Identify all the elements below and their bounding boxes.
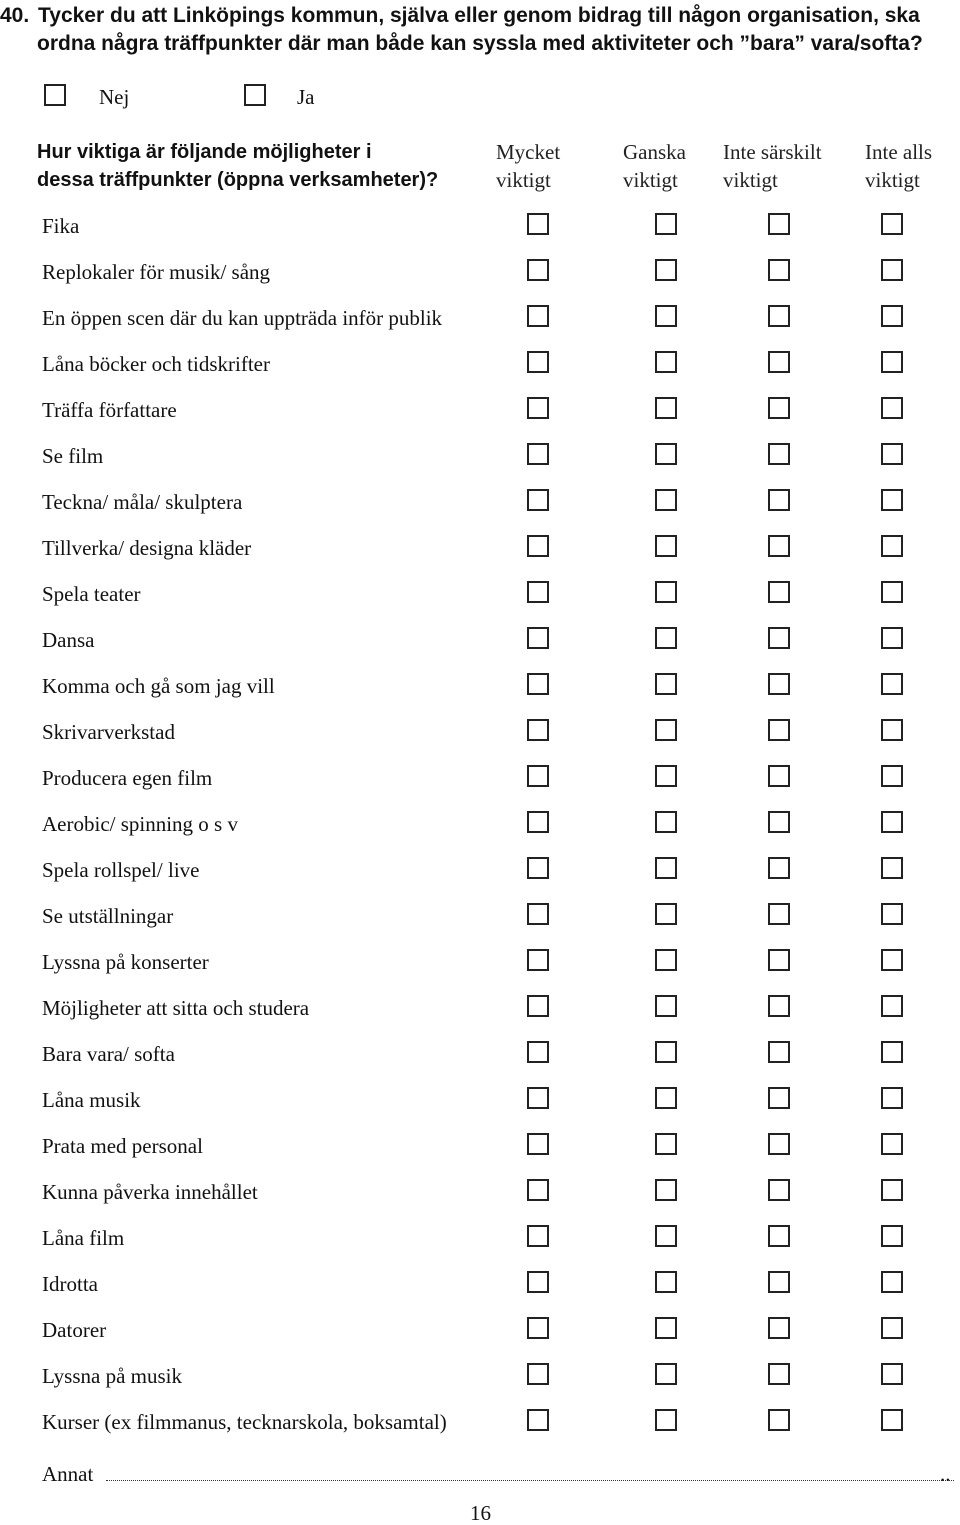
column-header-inte-alls-viktigt [865, 138, 932, 194]
row-label: Aerobic/ spinning o s v [42, 812, 238, 836]
rating-checkbox-col-3[interactable] [768, 903, 790, 925]
question-line-2: ordna några träffpunkter där man både kan syssla med aktiviteter och ”bara” vara/softa? [37, 32, 923, 55]
rating-checkbox-col-2[interactable] [655, 489, 677, 511]
rating-checkbox-col-3[interactable] [768, 949, 790, 971]
rating-checkbox-col-4[interactable] [881, 1409, 903, 1431]
rating-checkbox-col-4[interactable] [881, 627, 903, 649]
rating-checkbox-col-2[interactable] [655, 1133, 677, 1155]
rating-checkbox-col-1[interactable] [527, 1225, 549, 1247]
rating-checkbox-col-4[interactable] [881, 995, 903, 1017]
rating-checkbox-col-2[interactable] [655, 1409, 677, 1431]
rating-checkbox-col-1[interactable] [527, 995, 549, 1017]
question-text-1: Tycker du att Linköpings kommun, själva eller genom bidrag till någon organisation, ska [38, 4, 920, 27]
rating-checkbox-col-3[interactable] [768, 1317, 790, 1339]
rating-checkbox-col-2[interactable] [655, 1225, 677, 1247]
other-label: Annat [42, 1462, 94, 1486]
rating-checkbox-col-1[interactable] [527, 1133, 549, 1155]
row-label: Spela rollspel/ live [42, 858, 200, 882]
row-label: Komma och gå som jag vill [42, 674, 275, 698]
rating-checkbox-col-3[interactable] [768, 443, 790, 465]
rating-checkbox-col-4[interactable] [881, 949, 903, 971]
row-label: Skrivarverkstad [42, 720, 175, 744]
rating-checkbox-col-3[interactable] [768, 259, 790, 281]
rating-checkbox-col-4[interactable] [881, 443, 903, 465]
rating-checkbox-col-1[interactable] [527, 213, 549, 235]
rating-checkbox-col-2[interactable] [655, 1087, 677, 1109]
rating-checkbox-col-1[interactable] [527, 1363, 549, 1385]
rating-checkbox-col-4[interactable] [881, 259, 903, 281]
rating-checkbox-col-3[interactable] [768, 213, 790, 235]
rating-checkbox-col-2[interactable] [655, 305, 677, 327]
row-label: Dansa [42, 628, 95, 652]
rating-checkbox-col-2[interactable] [655, 213, 677, 235]
column-header-mycket-viktigt [496, 138, 560, 194]
rating-checkbox-col-3[interactable] [768, 581, 790, 603]
rating-checkbox-col-2[interactable] [655, 811, 677, 833]
rating-checkbox-col-4[interactable] [881, 351, 903, 373]
rating-checkbox-col-4[interactable] [881, 1225, 903, 1247]
column-header-line-1: Inte särskilt [723, 140, 822, 164]
column-header-ganska-viktigt [623, 138, 686, 194]
rating-checkbox-col-4[interactable] [881, 719, 903, 741]
option-ja-label: Ja [297, 85, 315, 109]
rating-checkbox-col-3[interactable] [768, 857, 790, 879]
rating-checkbox-col-3[interactable] [768, 1363, 790, 1385]
rating-checkbox-col-1[interactable] [527, 489, 549, 511]
other-fill-tail: .. [940, 1462, 951, 1486]
rating-checkbox-col-1[interactable] [527, 673, 549, 695]
subquestion-line-1: Hur viktiga är följande möjligheter i [37, 141, 372, 163]
row-label: Datorer [42, 1318, 107, 1342]
rating-checkbox-col-3[interactable] [768, 1041, 790, 1063]
option-ja-checkbox[interactable] [244, 84, 266, 106]
page-number: 16 [470, 1501, 491, 1525]
rating-checkbox-col-3[interactable] [768, 305, 790, 327]
rating-checkbox-col-1[interactable] [527, 397, 549, 419]
rating-checkbox-col-3[interactable] [768, 673, 790, 695]
row-label: Spela teater [42, 582, 141, 606]
rating-checkbox-col-1[interactable] [527, 351, 549, 373]
rating-checkbox-col-4[interactable] [881, 489, 903, 511]
rating-checkbox-col-4[interactable] [881, 1041, 903, 1063]
rating-checkbox-col-3[interactable] [768, 351, 790, 373]
row-label: Se film [42, 444, 104, 468]
row-label: Teckna/ måla/ skulptera [42, 490, 243, 514]
rating-checkbox-col-2[interactable] [655, 351, 677, 373]
rating-checkbox-col-1[interactable] [527, 627, 549, 649]
column-header-line-1: Mycket [496, 140, 561, 164]
row-label: Låna film [42, 1226, 125, 1250]
rating-checkbox-col-2[interactable] [655, 443, 677, 465]
row-label: Lyssna på musik [42, 1364, 182, 1388]
row-label: Låna böcker och tidskrifter [42, 352, 270, 376]
rating-checkbox-col-3[interactable] [768, 1271, 790, 1293]
rating-checkbox-col-2[interactable] [655, 1317, 677, 1339]
rating-checkbox-col-3[interactable] [768, 1409, 790, 1431]
rating-checkbox-col-4[interactable] [881, 1087, 903, 1109]
rating-checkbox-col-3[interactable] [768, 1087, 790, 1109]
rating-checkbox-col-4[interactable] [881, 857, 903, 879]
row-label: Möjligheter att sitta och studera [42, 996, 310, 1020]
rating-checkbox-col-3[interactable] [768, 1225, 790, 1247]
row-label: Bara vara/ softa [42, 1042, 175, 1066]
rating-checkbox-col-4[interactable] [881, 581, 903, 603]
row-label: Prata med personal [42, 1134, 203, 1158]
rating-checkbox-col-1[interactable] [527, 443, 549, 465]
rating-checkbox-col-3[interactable] [768, 765, 790, 787]
rating-checkbox-col-4[interactable] [881, 1317, 903, 1339]
rating-checkbox-col-2[interactable] [655, 903, 677, 925]
rating-checkbox-col-2[interactable] [655, 857, 677, 879]
column-header-line-2: viktigt [623, 168, 678, 192]
rating-checkbox-col-1[interactable] [527, 903, 549, 925]
rating-checkbox-col-1[interactable] [527, 719, 549, 741]
row-label: Kunna påverka innehållet [42, 1180, 258, 1204]
rating-checkbox-col-3[interactable] [768, 1133, 790, 1155]
rating-checkbox-col-3[interactable] [768, 627, 790, 649]
column-header-line-2: viktigt [865, 168, 920, 192]
row-label: Tillverka/ designa kläder [42, 536, 252, 560]
question-number: 40. [0, 4, 30, 27]
rating-checkbox-col-1[interactable] [527, 811, 549, 833]
row-label: Producera egen film [42, 766, 213, 790]
rating-checkbox-col-2[interactable] [655, 1363, 677, 1385]
rating-checkbox-col-1[interactable] [527, 1179, 549, 1201]
rating-checkbox-col-3[interactable] [768, 811, 790, 833]
rating-checkbox-col-1[interactable] [527, 949, 549, 971]
rating-checkbox-col-4[interactable] [881, 397, 903, 419]
question-line-1 [0, 2, 958, 30]
rating-checkbox-col-4[interactable] [881, 305, 903, 327]
rating-checkbox-col-4[interactable] [881, 673, 903, 695]
rating-checkbox-col-1[interactable] [527, 1409, 549, 1431]
subquestion-line-2: dessa träffpunkter (öppna verksamheter)? [37, 169, 439, 191]
rating-checkbox-col-2[interactable] [655, 1271, 677, 1293]
rating-checkbox-col-1[interactable] [527, 1317, 549, 1339]
rating-checkbox-col-1[interactable] [527, 1041, 549, 1063]
rating-checkbox-col-2[interactable] [655, 259, 677, 281]
rating-checkbox-col-3[interactable] [768, 535, 790, 557]
rating-checkbox-col-2[interactable] [655, 581, 677, 603]
rating-checkbox-col-4[interactable] [881, 535, 903, 557]
rating-checkbox-col-1[interactable] [527, 535, 549, 557]
row-label: Lyssna på konserter [42, 950, 209, 974]
subquestion [37, 138, 438, 194]
rating-checkbox-col-2[interactable] [655, 673, 677, 695]
rating-checkbox-col-1[interactable] [527, 305, 549, 327]
rating-checkbox-col-2[interactable] [655, 397, 677, 419]
rating-checkbox-col-2[interactable] [655, 535, 677, 557]
row-label: Replokaler för musik/ sång [42, 260, 271, 284]
rating-checkbox-col-2[interactable] [655, 765, 677, 787]
rating-checkbox-col-1[interactable] [527, 259, 549, 281]
column-header-line-2: viktigt [496, 168, 551, 192]
rating-checkbox-col-2[interactable] [655, 1041, 677, 1063]
row-label: Fika [42, 214, 80, 238]
rating-checkbox-col-2[interactable] [655, 627, 677, 649]
column-header-inte-sarskilt-viktigt [723, 138, 822, 194]
rating-checkbox-col-2[interactable] [655, 719, 677, 741]
rating-checkbox-col-3[interactable] [768, 397, 790, 419]
rating-checkbox-col-2[interactable] [655, 949, 677, 971]
rating-checkbox-col-3[interactable] [768, 719, 790, 741]
rating-checkbox-col-4[interactable] [881, 213, 903, 235]
rating-checkbox-col-1[interactable] [527, 1087, 549, 1109]
rating-checkbox-col-4[interactable] [881, 1271, 903, 1293]
rating-checkbox-col-1[interactable] [527, 765, 549, 787]
row-label: Idrotta [42, 1272, 98, 1296]
rating-checkbox-col-4[interactable] [881, 1179, 903, 1201]
rating-checkbox-col-3[interactable] [768, 489, 790, 511]
rating-checkbox-col-3[interactable] [768, 1179, 790, 1201]
option-nej-checkbox[interactable] [44, 84, 66, 106]
column-header-line-2: viktigt [723, 168, 778, 192]
rating-checkbox-col-1[interactable] [527, 1271, 549, 1293]
rating-checkbox-col-4[interactable] [881, 811, 903, 833]
other-fill-line[interactable] [106, 1480, 954, 1481]
rating-checkbox-col-4[interactable] [881, 1363, 903, 1385]
row-label: Se utställningar [42, 904, 174, 928]
rating-checkbox-col-1[interactable] [527, 581, 549, 603]
rating-checkbox-col-4[interactable] [881, 765, 903, 787]
row-label: Kurser (ex filmmanus, tecknarskola, boksamtal) [42, 1410, 447, 1434]
option-nej-label: Nej [99, 85, 130, 109]
column-header-line-1: Inte alls [865, 140, 933, 164]
rating-checkbox-col-1[interactable] [527, 857, 549, 879]
row-label: Träffa författare [42, 398, 177, 422]
column-header-line-1: Ganska [623, 140, 686, 164]
row-label: Låna musik [42, 1088, 141, 1112]
rating-checkbox-col-3[interactable] [768, 995, 790, 1017]
row-label: En öppen scen där du kan uppträda inför publik [42, 306, 443, 330]
rating-checkbox-col-4[interactable] [881, 903, 903, 925]
rating-checkbox-col-2[interactable] [655, 1179, 677, 1201]
rating-checkbox-col-4[interactable] [881, 1133, 903, 1155]
rating-checkbox-col-2[interactable] [655, 995, 677, 1017]
